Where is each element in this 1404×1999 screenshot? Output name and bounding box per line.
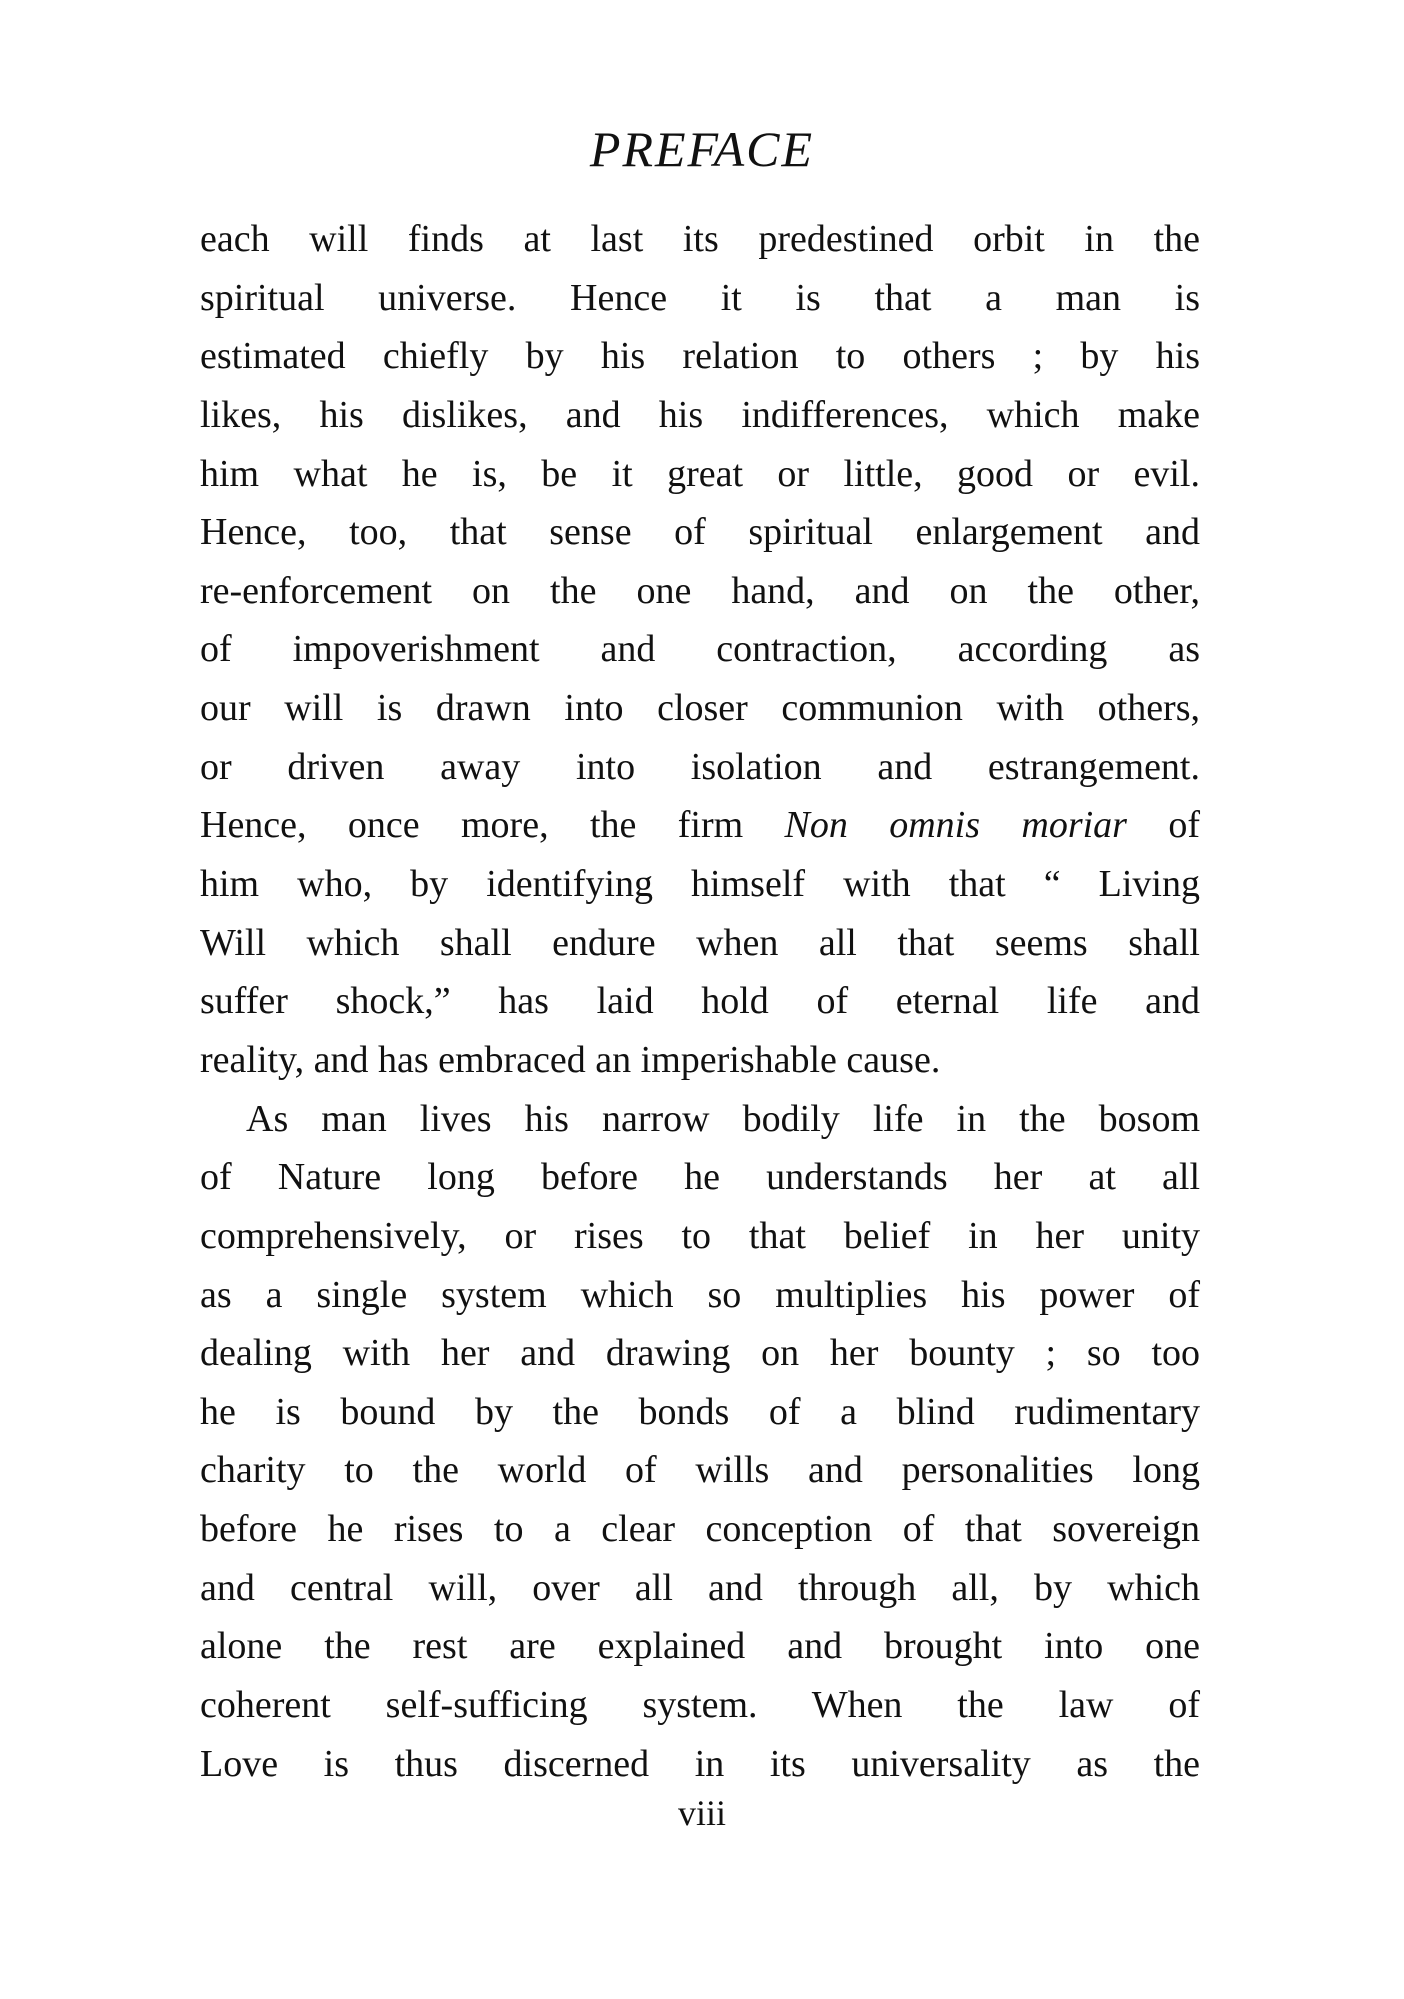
paragraph-2: [200, 1090, 1200, 1794]
text-line: as a single system which so multiplies his power of: [200, 1273, 1200, 1316]
text-line: Love is thus discerned in its universality as the: [200, 1742, 1200, 1785]
text-line: dealing with her and drawing on her bounty ; so too: [200, 1332, 1200, 1375]
text-line: re-enforcement on the one hand, and on the other,: [200, 569, 1200, 612]
text-line: alone the rest are explained and brought into one: [200, 1625, 1200, 1668]
text-line: him who, by identifying himself with that “ Living: [200, 863, 1200, 906]
text-line: our will is drawn into closer communion with others,: [200, 687, 1200, 730]
text-line: estimated chiefly by his relation to others ; by his: [200, 335, 1200, 378]
text-line: coherent self-sufficing system. When the law of: [200, 1684, 1200, 1727]
text-line: him what he is, be it great or little, good or evil.: [200, 452, 1200, 495]
text-line-with-italic: [200, 796, 1200, 855]
italic-phrase: Non omnis moriar: [784, 804, 1127, 847]
text-line: of Nature long before he understands her at all: [200, 1156, 1200, 1199]
text-line: charity to the world of wills and personalities long: [200, 1449, 1200, 1492]
text-line: likes, his dislikes, and his indifferences, which make: [200, 393, 1200, 436]
text-line: he is bound by the bonds of a blind rudimentary: [200, 1390, 1200, 1433]
text-line: suffer shock,” has laid hold of eternal life and: [200, 980, 1200, 1023]
text-line: each will finds at last its predestined orbit in the: [200, 218, 1200, 260]
text-line: comprehensively, or rises to that belief in her unity: [200, 1214, 1200, 1257]
text-line: Hence, too, that sense of spiritual enlargement and: [200, 511, 1200, 554]
paragraph-1: [200, 210, 1200, 1090]
text-line: Will which shall endure when all that seems shall: [200, 921, 1200, 964]
text-line: spiritual universe. Hence it is that a man is: [200, 276, 1200, 319]
body-text: [200, 210, 1200, 1793]
text-line: reality, and has embraced an imperishable cause.: [200, 1038, 941, 1081]
text-line: of impoverishment and contraction, according as: [200, 628, 1200, 671]
text-line: or driven away into isolation and estrangement.: [200, 745, 1200, 788]
text-segment: of: [1126, 804, 1201, 847]
text-segment: Hence, once more, the firm: [200, 804, 785, 847]
page-number: viii: [677, 1793, 726, 1833]
text-line: As man lives his narrow bodily life in the bosom: [246, 1097, 1200, 1140]
text-line: and central will, over all and through all, by which: [200, 1566, 1200, 1609]
text-line: before he rises to a clear conception of that sovereign: [200, 1508, 1200, 1551]
page-title: PREFACE: [589, 121, 815, 177]
